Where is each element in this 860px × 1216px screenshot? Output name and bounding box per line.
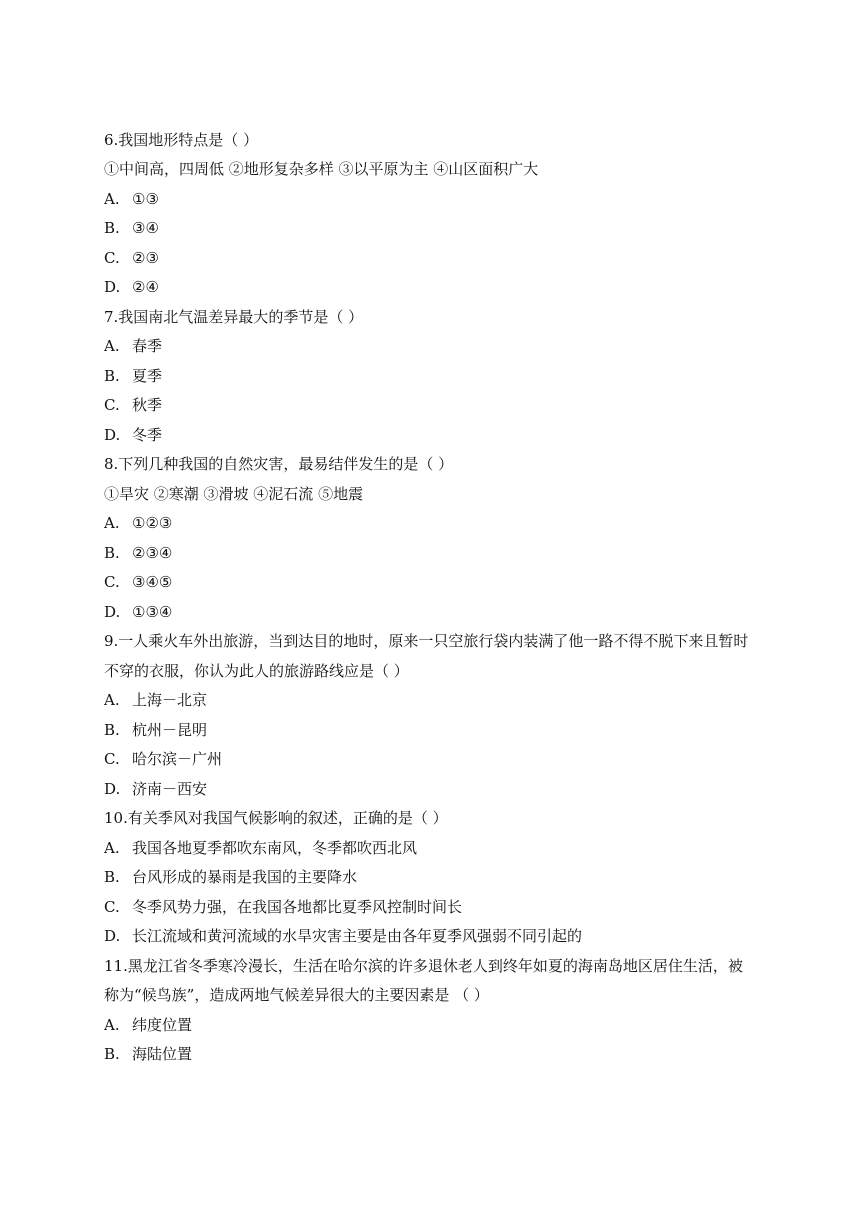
question-9-option-b — [104, 720, 764, 740]
question-8-option-a — [104, 513, 764, 533]
option-text: 哈尔滨－广州 — [132, 750, 223, 768]
question-7-option-c — [104, 395, 764, 415]
question-6-option-d — [104, 277, 764, 297]
option-text: ①②③ — [132, 514, 173, 532]
option-letter: C. — [104, 573, 120, 591]
question-6-option-c — [104, 248, 764, 268]
option-letter: D. — [104, 426, 121, 444]
option-letter: A. — [104, 691, 120, 709]
option-letter: D. — [104, 927, 121, 945]
question-10-option-c — [104, 897, 764, 917]
question-10-option-a — [104, 838, 764, 858]
option-letter: A. — [104, 839, 120, 857]
question-7-stem: 7.我国南北气温差异最大的季节是（ ） — [104, 308, 364, 326]
option-text: 杭州－昆明 — [132, 721, 208, 739]
option-letter: B. — [104, 544, 120, 562]
option-letter: A. — [104, 190, 120, 208]
option-text: ③④⑤ — [132, 573, 173, 591]
option-text: ②③④ — [132, 544, 173, 562]
option-letter: B. — [104, 367, 120, 385]
option-text: ①③ — [132, 190, 159, 208]
option-text: 秋季 — [132, 396, 163, 414]
question-7-option-b — [104, 366, 764, 386]
question-8-stem: 8.下列几种我国的自然灾害，最易结伴发生的是（ ） — [104, 455, 454, 473]
option-letter: B. — [104, 219, 120, 237]
question-6-statement: ①中间高，四周低 ②地形复杂多样 ③以平原为主 ④山区面积广大 — [104, 160, 539, 178]
question-8-option-b — [104, 543, 764, 563]
option-text: 济南－西安 — [132, 780, 208, 798]
option-text: 春季 — [132, 337, 163, 355]
option-text: 纬度位置 — [132, 1016, 193, 1034]
question-10-option-d — [104, 926, 764, 946]
question-7-option-a — [104, 336, 764, 356]
option-letter: C. — [104, 898, 120, 916]
option-letter: D. — [104, 780, 121, 798]
question-8-option-c — [104, 572, 764, 592]
question-9-option-c — [104, 749, 764, 769]
question-8-option-d — [104, 602, 764, 622]
option-letter: C. — [104, 249, 120, 267]
question-9-stem-line-1: 9.一人乘火车外出旅游，当到达目的地时，原来一只空旅行袋内装满了他一路不得不脱下来且暂时 — [104, 632, 749, 650]
option-letter: B. — [104, 721, 120, 739]
question-11-option-a — [104, 1015, 764, 1035]
question-9-option-a — [104, 690, 764, 710]
option-letter: C. — [104, 396, 120, 414]
question-10-option-b — [104, 867, 764, 887]
question-8-statement: ①旱灾 ②寒潮 ③滑坡 ④泥石流 ⑤地震 — [104, 485, 364, 503]
option-text: 夏季 — [132, 367, 163, 385]
question-6-option-a — [104, 189, 764, 209]
option-text: 海陆位置 — [132, 1045, 193, 1063]
question-10-stem: 10.有关季风对我国气候影响的叙述，正确的是（ ） — [104, 809, 448, 827]
question-11-stem-line-2: 称为“候鸟族”，造成两地气候差异很大的主要因素是 （ ） — [104, 986, 489, 1004]
question-7-option-d — [104, 425, 764, 445]
option-text: ②④ — [132, 278, 159, 296]
option-letter: D. — [104, 278, 121, 296]
option-text: ②③ — [132, 249, 159, 267]
option-letter: B. — [104, 1045, 120, 1063]
option-text: 上海－北京 — [132, 691, 208, 709]
option-letter: D. — [104, 603, 121, 621]
option-text: 长江流域和黄河流域的水旱灾害主要是由各年夏季风强弱不同引起的 — [132, 927, 583, 945]
option-letter: C. — [104, 750, 120, 768]
option-letter: A. — [104, 1016, 120, 1034]
option-text: 台风形成的暴雨是我国的主要降水 — [132, 868, 358, 886]
option-letter: B. — [104, 868, 120, 886]
option-text: ③④ — [132, 219, 159, 237]
question-11-option-b — [104, 1044, 764, 1064]
option-text: ①③④ — [132, 603, 173, 621]
option-letter: A. — [104, 337, 120, 355]
question-9-option-d — [104, 779, 764, 799]
question-9-stem-line-2: 不穿的衣服，你认为此人的旅游路线应是（ ） — [104, 662, 409, 680]
option-text: 冬季风势力强，在我国各地都比夏季风控制时间长 — [132, 898, 463, 916]
option-text: 我国各地夏季都吹东南风，冬季都吹西北风 — [132, 839, 418, 857]
question-6-stem: 6.我国地形特点是（ ） — [104, 131, 259, 149]
option-text: 冬季 — [132, 426, 163, 444]
option-letter: A. — [104, 514, 120, 532]
question-6-option-b — [104, 218, 764, 238]
question-11-stem-line-1: 11.黑龙江省冬季寒冷漫长，生活在哈尔滨的许多退休老人到终年如夏的海南岛地区居住生活，被 — [104, 957, 743, 975]
